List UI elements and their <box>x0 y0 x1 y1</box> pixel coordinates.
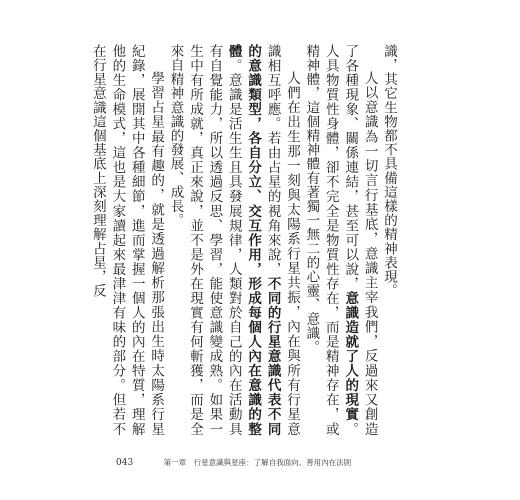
paragraph-3 <box>165 44 301 436</box>
paragraph-4 <box>88 44 166 436</box>
emphasis-text: 意識造就了人的現實 <box>342 291 359 422</box>
body-text-run: 識，其它生物都不具備這樣的精神表現。 <box>381 44 397 298</box>
body-text-run: 。意識是活生生且具發展規律，人類對於自己的內在活動具有自覺能力，所以透過反思、學習，能使意識變成熟。如果一生中有所成就，真正來說，並不是外在現實有何斬獲，而是全來自精神意識的發展、成長。 <box>167 44 242 436</box>
body-text-run: 人以意識為一切言行基底，意識主宰我們，反過來又創造了各種現象、關係連結，甚至可以說， <box>342 44 378 436</box>
running-head: 第一章 行星意識與星座：了解自我面向、善用內在法則 <box>163 458 352 467</box>
body-text-run: 。人具物質性身體，卻不完全是物質性存在，而是精神存在，或精神體，這個精神體有著獨一無二的心靈、意識。 <box>303 44 359 436</box>
page-number: 043 <box>116 458 134 468</box>
body-text <box>89 44 398 436</box>
emphasis-text: 不同的行星意識代表不同的意識類型，各自分立、交互作用，形成每個人內在意識的整體 <box>225 44 281 436</box>
page-footer <box>116 457 351 468</box>
paragraph-1 <box>379 44 398 436</box>
paragraph-2 <box>301 44 379 436</box>
body-text-run: 人們在出生那一刻與太陽系行星共振，內在與所有行星意識相互呼應。若由占星的視角來說， <box>264 44 300 436</box>
body-text-run: 學習占星最有趣的，就是透過解析那張出生時太陽系行星紀錄，展開其中各種細節，進而掌握一個人的內在特質，理解他的生命模式，這也是大家讀起來最津津有味的部分。但若不在行星意識這個基底上深刻理解占星，反 <box>89 44 165 436</box>
